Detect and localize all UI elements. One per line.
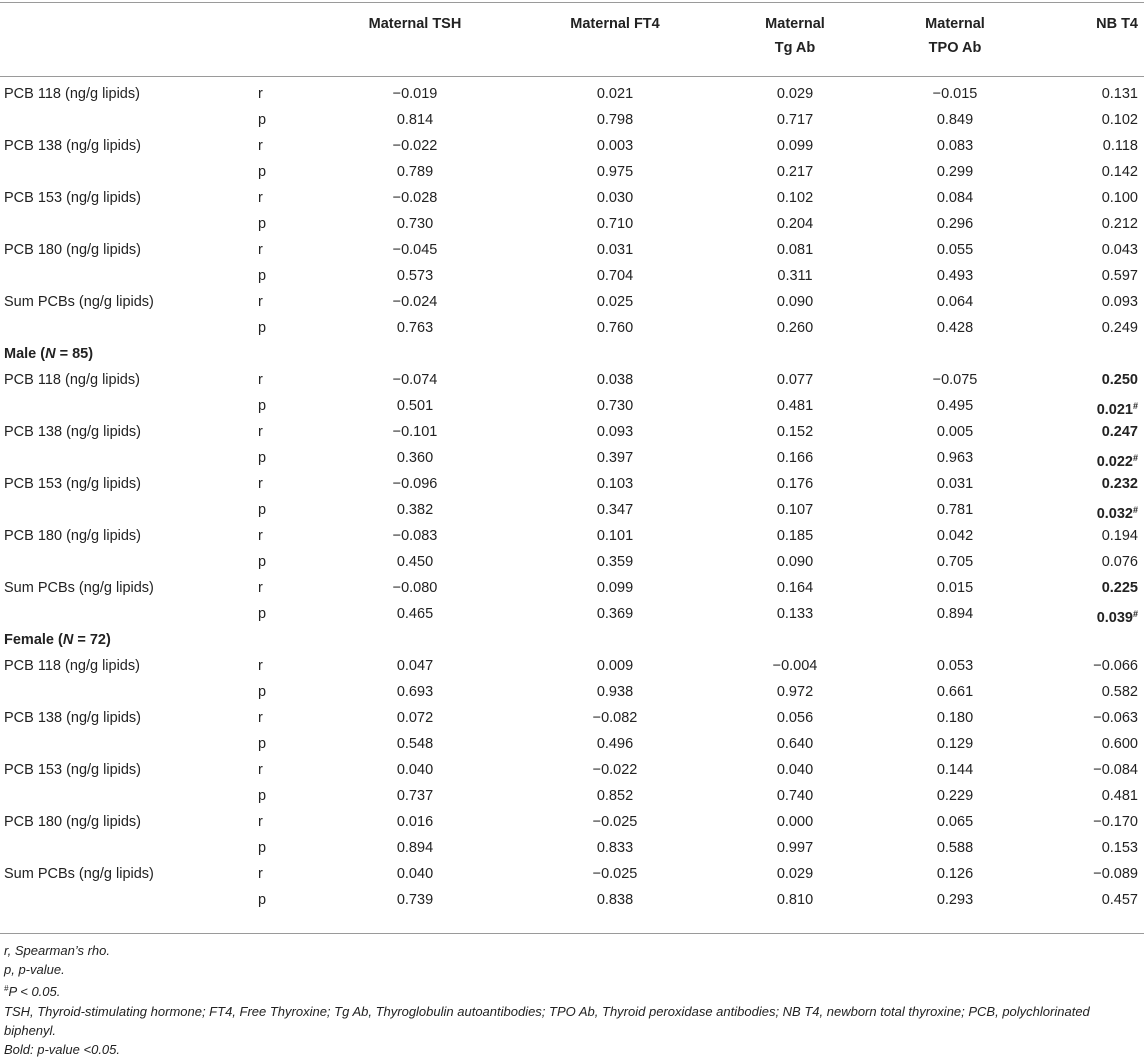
cell-tpo: 0.299 <box>936 164 974 180</box>
cell-nb: 0.118 <box>1102 138 1138 154</box>
cell-ft4: 0.009 <box>596 658 634 674</box>
cell-tpo: 0.129 <box>936 736 974 752</box>
cell-ft4: 0.833 <box>596 840 634 856</box>
cell-nb: 0.100 <box>1101 190 1138 206</box>
footnote-hash-mark: # <box>4 984 9 994</box>
cell-tpo: −0.015 <box>932 86 978 102</box>
cell-ft4: 0.975 <box>596 164 634 180</box>
cell-tsh: −0.024 <box>392 294 438 310</box>
cell-ft4: −0.025 <box>592 866 638 882</box>
table-row <box>0 81 1144 107</box>
table-row <box>0 731 1144 757</box>
cell-nb: 0.142 <box>1101 164 1138 180</box>
cell-tg: 0.185 <box>776 528 814 544</box>
row-stat: p <box>258 216 267 232</box>
row-label: PCB 118 (ng/g lipids) <box>4 372 140 388</box>
cell-nb: 0.481 <box>1101 788 1138 804</box>
cell-nb: −0.084 <box>1093 762 1138 778</box>
header-nb-text: NB T4 <box>1096 16 1138 32</box>
row-stat: r <box>258 138 263 154</box>
significance-mark: # <box>1132 453 1138 463</box>
cell-nb-value: 0.225 <box>1101 580 1138 596</box>
cell-tg: 0.997 <box>776 840 814 856</box>
cell-ft4: 0.103 <box>596 476 634 492</box>
row-stat: p <box>258 684 267 700</box>
row-stat: p <box>258 554 267 570</box>
row-stat: r <box>258 294 263 310</box>
cell-tg: 0.640 <box>776 736 814 752</box>
cell-tg: 0.029 <box>776 86 814 102</box>
table-row <box>0 315 1144 341</box>
header-tpo-line2: TPO Ab <box>928 40 982 56</box>
row-stat: r <box>258 190 263 206</box>
cell-tpo: 0.781 <box>936 502 974 518</box>
cell-tg: 0.081 <box>776 242 814 258</box>
row-stat: r <box>258 242 263 258</box>
cell-nb: 0.597 <box>1101 268 1138 284</box>
header-maternal-tg-ab <box>710 12 880 60</box>
cell-tsh: −0.080 <box>392 580 438 596</box>
cell-tg: 0.090 <box>776 294 814 310</box>
cell-tsh: −0.083 <box>392 528 438 544</box>
cell-nb: 0.194 <box>1101 528 1138 544</box>
table-row <box>0 419 1144 445</box>
row-label: PCB 118 (ng/g lipids) <box>4 658 140 674</box>
cell-tsh: −0.045 <box>392 242 438 258</box>
footnote-p: p, p-value. <box>4 962 65 978</box>
group-heading-n: N <box>45 346 56 362</box>
cell-tg: 0.740 <box>776 788 814 804</box>
row-stat: r <box>258 866 263 882</box>
cell-tsh: 0.040 <box>396 762 434 778</box>
cell-tg: 0.133 <box>776 606 814 622</box>
row-stat: r <box>258 528 263 544</box>
cell-tg: 0.972 <box>776 684 814 700</box>
cell-tpo: 0.065 <box>936 814 974 830</box>
cell-ft4: 0.101 <box>596 528 634 544</box>
table-row <box>0 237 1144 263</box>
table-row <box>0 107 1144 133</box>
cell-nb <box>1040 471 1138 497</box>
group-heading-prefix: Female ( <box>4 632 63 648</box>
cell-tpo: 0.064 <box>936 294 974 310</box>
table-row <box>0 471 1144 497</box>
cell-nb: 0.102 <box>1101 112 1138 128</box>
cell-tpo: 0.015 <box>936 580 974 596</box>
footnote-bold: Bold: p-value <0.05. <box>4 1042 120 1058</box>
cell-tg: 0.040 <box>776 762 814 778</box>
table-row <box>0 575 1144 601</box>
cell-ft4: 0.003 <box>596 138 634 154</box>
footnote-hash <box>4 979 1140 1001</box>
cell-tsh: 0.894 <box>396 840 434 856</box>
row-stat: r <box>258 372 263 388</box>
row-stat: p <box>258 736 267 752</box>
cell-tg: 0.166 <box>776 450 814 466</box>
cell-tg: 0.077 <box>776 372 814 388</box>
cell-tpo: 0.963 <box>936 450 974 466</box>
cell-tsh: 0.737 <box>396 788 434 804</box>
row-label: PCB 180 (ng/g lipids) <box>4 814 142 830</box>
cell-tpo: 0.493 <box>936 268 974 284</box>
cell-nb <box>1040 419 1138 445</box>
row-label: Sum PCBs (ng/g lipids) <box>4 580 154 596</box>
header-nb-t4 <box>1040 12 1138 36</box>
cell-nb: −0.089 <box>1093 866 1138 882</box>
header-tpo-line1: Maternal <box>925 16 985 32</box>
row-stat: r <box>258 86 263 102</box>
table-row <box>0 367 1144 393</box>
table-row <box>0 185 1144 211</box>
row-label: PCB 138 (ng/g lipids) <box>4 138 142 154</box>
row-label: Sum PCBs (ng/g lipids) <box>4 294 154 310</box>
cell-tpo: 0.705 <box>936 554 974 570</box>
table-row <box>0 133 1144 159</box>
table-row <box>0 783 1144 809</box>
cell-ft4: 0.852 <box>596 788 634 804</box>
row-stat: r <box>258 580 263 596</box>
significance-mark: # <box>1132 505 1138 515</box>
cell-tpo: 0.005 <box>936 424 974 440</box>
row-stat: p <box>258 398 267 414</box>
cell-tsh: 0.501 <box>396 398 434 414</box>
cell-ft4: 0.710 <box>596 216 634 232</box>
cell-ft4: 0.938 <box>596 684 634 700</box>
table-row <box>0 549 1144 575</box>
cell-tg: 0.099 <box>776 138 814 154</box>
cell-tsh: 0.072 <box>396 710 434 726</box>
row-stat: r <box>258 658 263 674</box>
cell-tpo: −0.075 <box>932 372 978 388</box>
cell-tpo: 0.229 <box>936 788 974 804</box>
cell-ft4: 0.359 <box>596 554 634 570</box>
table-row <box>0 887 1144 913</box>
table-row <box>0 445 1144 471</box>
cell-nb: 0.582 <box>1101 684 1138 700</box>
table-row <box>0 861 1144 887</box>
cell-tpo: 0.053 <box>936 658 974 674</box>
row-label: PCB 118 (ng/g lipids) <box>4 86 140 102</box>
cell-tpo: 0.588 <box>936 840 974 856</box>
cell-tpo: 0.031 <box>936 476 974 492</box>
cell-nb: −0.063 <box>1093 710 1138 726</box>
cell-tsh: 0.548 <box>396 736 434 752</box>
cell-tg: 0.090 <box>776 554 814 570</box>
cell-tsh: 0.789 <box>396 164 434 180</box>
row-stat: p <box>258 840 267 856</box>
row-stat: p <box>258 164 267 180</box>
cell-ft4: 0.038 <box>596 372 634 388</box>
cell-tg: −0.004 <box>772 658 818 674</box>
cell-tsh: 0.814 <box>396 112 434 128</box>
cell-nb: 0.076 <box>1101 554 1138 570</box>
cell-nb-value: 0.021 <box>1096 402 1133 418</box>
row-stat: r <box>258 424 263 440</box>
cell-nb-value: 0.250 <box>1101 372 1138 388</box>
cell-ft4: 0.031 <box>596 242 634 258</box>
header-maternal-ft4 <box>530 12 700 36</box>
cell-nb-value: 0.247 <box>1101 424 1138 440</box>
cell-ft4: 0.025 <box>596 294 634 310</box>
table-row <box>0 497 1144 523</box>
cell-tg: 0.107 <box>776 502 814 518</box>
cell-tsh: 0.450 <box>396 554 434 570</box>
cell-tsh: 0.573 <box>396 268 434 284</box>
row-stat: r <box>258 476 263 492</box>
table-row <box>0 159 1144 185</box>
header-tg-line1: Maternal <box>765 16 825 32</box>
cell-nb: 0.153 <box>1101 840 1138 856</box>
row-label: PCB 138 (ng/g lipids) <box>4 710 142 726</box>
cell-tpo: 0.894 <box>936 606 974 622</box>
row-label: PCB 153 (ng/g lipids) <box>4 190 142 206</box>
cell-ft4: −0.025 <box>592 814 638 830</box>
table-row <box>0 809 1144 835</box>
cell-ft4: −0.082 <box>592 710 638 726</box>
cell-ft4: 0.347 <box>596 502 634 518</box>
header-maternal-tsh <box>330 12 500 36</box>
cell-tsh: 0.730 <box>396 216 434 232</box>
footnote-hash-text: P < 0.05. <box>8 984 61 1000</box>
table-row <box>0 211 1144 237</box>
cell-tg: 0.481 <box>776 398 814 414</box>
row-stat: r <box>258 814 263 830</box>
cell-tsh: 0.040 <box>396 866 434 882</box>
table-row <box>0 263 1144 289</box>
row-stat: p <box>258 320 267 336</box>
cell-tsh: −0.096 <box>392 476 438 492</box>
cell-nb: −0.066 <box>1093 658 1138 674</box>
row-stat: p <box>258 502 267 518</box>
cell-tg: 0.810 <box>776 892 814 908</box>
cell-ft4: 0.093 <box>596 424 634 440</box>
cell-nb <box>1040 367 1138 393</box>
cell-nb-value: 0.232 <box>1101 476 1138 492</box>
cell-tsh: −0.074 <box>392 372 438 388</box>
cell-ft4: 0.030 <box>596 190 634 206</box>
cell-tsh: 0.739 <box>396 892 434 908</box>
row-stat: p <box>258 892 267 908</box>
header-bottom-rule <box>0 76 1144 77</box>
table-row <box>0 757 1144 783</box>
cell-nb: 0.043 <box>1101 242 1138 258</box>
cell-tpo: 0.055 <box>936 242 974 258</box>
cell-tg: 0.717 <box>776 112 814 128</box>
cell-tsh: 0.360 <box>396 450 434 466</box>
table-row <box>0 523 1144 549</box>
cell-ft4: 0.496 <box>596 736 634 752</box>
cell-tpo: 0.296 <box>936 216 974 232</box>
row-label: Sum PCBs (ng/g lipids) <box>4 866 154 882</box>
cell-nb: 0.249 <box>1101 320 1138 336</box>
cell-tsh: 0.047 <box>396 658 434 674</box>
significance-mark: # <box>1132 401 1138 411</box>
cell-ft4: 0.798 <box>596 112 634 128</box>
row-stat: r <box>258 710 263 726</box>
cell-nb-value: 0.022 <box>1096 454 1133 470</box>
cell-tg: 0.056 <box>776 710 814 726</box>
group-heading-n: N <box>62 632 74 648</box>
cell-nb: 0.131 <box>1101 86 1138 102</box>
row-label: PCB 153 (ng/g lipids) <box>4 762 142 778</box>
row-label: PCB 138 (ng/g lipids) <box>4 424 142 440</box>
row-stat: r <box>258 762 263 778</box>
header-tg-line2: Tg Ab <box>774 40 816 56</box>
cell-tg: 0.000 <box>776 814 814 830</box>
cell-tg: 0.204 <box>776 216 814 232</box>
table-row <box>0 601 1144 627</box>
header-tsh-text: Maternal TSH <box>368 16 462 32</box>
significance-mark: # <box>1132 609 1138 619</box>
cell-nb: −0.170 <box>1093 814 1138 830</box>
cell-ft4: −0.022 <box>592 762 638 778</box>
cell-ft4: 0.760 <box>596 320 634 336</box>
table-row <box>0 289 1144 315</box>
cell-tpo: 0.180 <box>936 710 974 726</box>
group-heading <box>4 627 111 653</box>
group-heading-prefix: Male ( <box>4 346 46 362</box>
group-heading-row <box>0 627 1144 653</box>
cell-tpo: 0.083 <box>936 138 974 154</box>
cell-nb: 0.600 <box>1101 736 1138 752</box>
row-stat: p <box>258 450 267 466</box>
row-stat: p <box>258 268 267 284</box>
row-label: PCB 153 (ng/g lipids) <box>4 476 142 492</box>
cell-tg: 0.029 <box>776 866 814 882</box>
cell-tpo: 0.144 <box>936 762 974 778</box>
header-ft4-text: Maternal FT4 <box>570 16 660 32</box>
cell-tpo: 0.293 <box>936 892 974 908</box>
cell-tsh: 0.763 <box>396 320 434 336</box>
cell-ft4: 0.369 <box>596 606 634 622</box>
cell-nb: 0.212 <box>1101 216 1138 232</box>
cell-tg: 0.152 <box>776 424 814 440</box>
cell-tsh: 0.016 <box>396 814 434 830</box>
row-label: PCB 180 (ng/g lipids) <box>4 242 142 258</box>
cell-tg: 0.164 <box>776 580 814 596</box>
cell-nb-value: 0.032 <box>1096 506 1133 522</box>
cell-tpo: 0.042 <box>936 528 974 544</box>
cell-tsh: 0.465 <box>396 606 434 622</box>
cell-ft4: 0.730 <box>596 398 634 414</box>
cell-ft4: 0.397 <box>596 450 634 466</box>
cell-tpo: 0.126 <box>936 866 974 882</box>
cell-tsh: −0.101 <box>392 424 438 440</box>
row-label: PCB 180 (ng/g lipids) <box>4 528 142 544</box>
cell-tg: 0.102 <box>776 190 814 206</box>
cell-ft4: 0.099 <box>596 580 634 596</box>
cell-tg: 0.260 <box>776 320 814 336</box>
table-row <box>0 679 1144 705</box>
row-stat: p <box>258 606 267 622</box>
footnote-r: r, Spearman’s rho. <box>4 943 110 958</box>
cell-tpo: 0.428 <box>936 320 974 336</box>
table-row <box>0 653 1144 679</box>
cell-tpo: 0.849 <box>936 112 974 128</box>
group-heading-suffix: = 85) <box>55 346 94 362</box>
group-heading-row <box>0 341 1144 367</box>
cell-nb <box>1040 575 1138 601</box>
cell-tg: 0.176 <box>776 476 814 492</box>
table-top-rule <box>0 2 1144 3</box>
cell-tsh: −0.028 <box>392 190 438 206</box>
table-bottom-rule <box>0 933 1144 934</box>
cell-tsh: 0.382 <box>396 502 434 518</box>
cell-nb: 0.093 <box>1101 294 1138 310</box>
cell-tpo: 0.661 <box>936 684 974 700</box>
table-body <box>0 81 1144 913</box>
cell-nb: 0.457 <box>1101 892 1138 908</box>
cell-tg: 0.311 <box>777 268 813 284</box>
cell-ft4: 0.838 <box>596 892 634 908</box>
cell-tsh: −0.022 <box>392 138 438 154</box>
row-stat: p <box>258 112 267 128</box>
table-row <box>0 835 1144 861</box>
cell-tsh: −0.019 <box>392 86 438 102</box>
footnote-abbreviations: TSH, Thyroid-stimulating hormone; FT4, Free Thyroxine; Tg Ab, Thyroglobulin autoantibodies; TPO Ab, Thyroid peroxidase antibodies; NB T4, newborn total thyroxine; PCB, polychlorinated biphenyl. <box>4 1003 1090 1038</box>
cell-ft4: 0.021 <box>596 86 634 102</box>
row-stat: p <box>258 788 267 804</box>
cell-nb-value: 0.039 <box>1096 610 1133 626</box>
cell-tpo: 0.495 <box>936 398 974 414</box>
table-row <box>0 705 1144 731</box>
group-heading <box>4 341 93 367</box>
cell-ft4: 0.704 <box>596 268 634 284</box>
cell-tg: 0.217 <box>776 164 814 180</box>
header-maternal-tpo-ab <box>870 12 1040 60</box>
cell-tpo: 0.084 <box>936 190 974 206</box>
cell-tsh: 0.693 <box>396 684 434 700</box>
group-heading-suffix: = 72) <box>73 632 111 648</box>
table-footnotes <box>4 941 1140 1059</box>
table-row <box>0 393 1144 419</box>
